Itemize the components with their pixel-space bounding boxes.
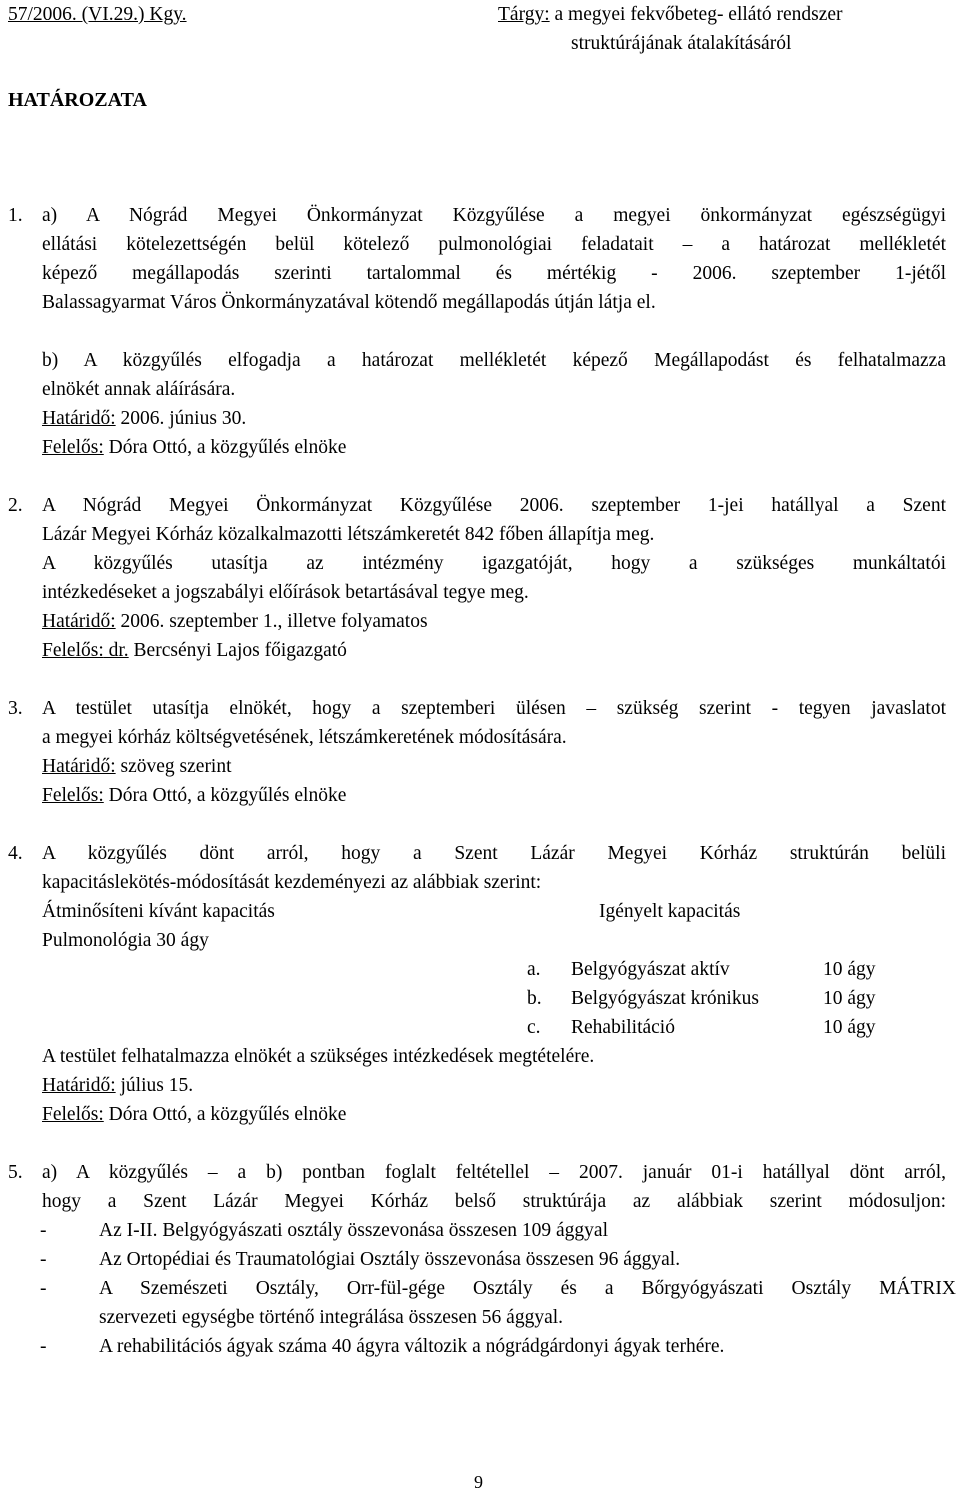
section-1b-line-1: b) A közgyűlés elfogadja a határozat mellékletét képező Megállapodást és felhatalmazza	[42, 350, 946, 371]
list-dash: -	[40, 1220, 47, 1241]
section-1-responsible: Felelős: Dóra Ottó, a közgyűlés elnöke	[42, 437, 347, 458]
section-4-line-2: kapacitáslekötés-módosítását kezdeményezi az alábbiak szerint:	[42, 872, 542, 893]
section-1b-line-2: elnökét annak aláírására.	[42, 379, 236, 400]
section-2-number: 2.	[8, 495, 23, 516]
section-4-authorize: A testület felhatalmazza elnökét a szükséges intézkedések megtételére.	[42, 1046, 595, 1067]
section-1-number: 1.	[8, 205, 23, 226]
page-number: 9	[474, 1472, 483, 1492]
section-2-line-2: Lázár Megyei Kórház közalkalmazotti létszámkeretét 842 főben állapítja meg.	[42, 524, 655, 545]
capacity-source: Pulmonológia 30 ágy	[42, 930, 209, 951]
section-4-deadline: Határidő: július 15.	[42, 1075, 194, 1096]
section-1-line-3: képező megállapodás szerinti tartalommal és mértékig - 2006. szeptember 1-jétől	[42, 263, 946, 284]
list-item-continuation: szervezeti egységbe történő integrálása összesen 56 ággyal.	[99, 1307, 564, 1328]
section-2-line-4: intézkedéseket a jogszabályi előírások betartásával tegye meg.	[42, 582, 529, 603]
section-5-line-1: a) A közgyűlés – a b) pontban foglalt feltétellel – 2007. január 01-i hatállyal dönt arról,	[42, 1162, 946, 1183]
section-4-number: 4.	[8, 843, 23, 864]
capacity-target-beds: 10 ágy	[823, 988, 876, 1009]
capacity-target-name: Belgyógyászat krónikus	[571, 988, 759, 1009]
capacity-target-beds: 10 ágy	[823, 1017, 876, 1038]
section-3-line-1: A testület utasítja elnökét, hogy a szeptemberi ülésen – szükség szerint - tegyen javaslatot	[42, 698, 946, 719]
document-title: HATÁROZATA	[8, 89, 147, 111]
subject-label: Tárgy:	[498, 4, 550, 25]
capacity-col1-header: Átminősíteni kívánt kapacitás	[42, 901, 275, 922]
section-4-responsible: Felelős: Dóra Ottó, a közgyűlés elnöke	[42, 1104, 347, 1125]
capacity-col2-header: Igényelt kapacitás	[599, 901, 741, 922]
section-2-responsible: Felelős: dr. Bercsényi Lajos főigazgató	[42, 640, 347, 661]
section-3-number: 3.	[8, 698, 23, 719]
section-2-deadline: Határidő: 2006. szeptember 1., illetve folyamatos	[42, 611, 428, 632]
list-item: A rehabilitációs ágyak száma 40 ágyra változik a nógrádgárdonyi ágyak terhére.	[99, 1336, 725, 1357]
section-1-line-2: ellátási kötelezettségén belül kötelező pulmonológiai feladatait – a határozat mellékletét	[42, 234, 946, 255]
capacity-target-name: Rehabilitáció	[571, 1017, 675, 1038]
section-5-line-2: hogy a Szent Lázár Megyei Kórház belső struktúrája az alábbiak szerint módosuljon:	[42, 1191, 946, 1212]
resolution-id: 57/2006. (VI.29.) Kgy.	[8, 4, 187, 25]
subject-line-2: struktúrájának átalakításáról	[571, 33, 792, 54]
list-item: Az Ortopédiai és Traumatológiai Osztály összevonása összesen 96 ággyal.	[99, 1249, 681, 1270]
capacity-target-letter: c.	[527, 1017, 541, 1038]
section-3-responsible: Felelős: Dóra Ottó, a közgyűlés elnöke	[42, 785, 347, 806]
section-4-line-1: A közgyűlés dönt arról, hogy a Szent Lázár Megyei Kórház struktúrán belüli	[42, 843, 946, 864]
section-3-line-2: a megyei kórház költségvetésének, létszámkeretének módosítására.	[42, 727, 567, 748]
section-2-line-3: A közgyűlés utasítja az intézmény igazgatóját, hogy a szükséges munkáltatói	[42, 553, 946, 574]
section-2-line-1: A Nógrád Megyei Önkormányzat Közgyűlése 2006. szeptember 1-jei hatállyal a Szent	[42, 495, 946, 516]
list-item: A Szemészeti Osztály, Orr-fül-gége Osztály és a Bőrgyógyászati Osztály MÁTRIX	[99, 1278, 956, 1299]
list-dash: -	[40, 1278, 47, 1299]
section-5-number: 5.	[8, 1162, 23, 1183]
list-dash: -	[40, 1249, 47, 1270]
capacity-target-letter: a.	[527, 959, 541, 980]
capacity-target-name: Belgyógyászat aktív	[571, 959, 730, 980]
list-dash: -	[40, 1336, 47, 1357]
section-1-deadline: Határidő: 2006. június 30.	[42, 408, 247, 429]
list-item: Az I-II. Belgyógyászati osztály összevonása összesen 109 ággyal	[99, 1220, 609, 1241]
capacity-target-beds: 10 ágy	[823, 959, 876, 980]
section-1-line-4: Balassagyarmat Város Önkormányzatával kötendő megállapodás útján látja el.	[42, 292, 656, 313]
section-3-deadline: Határidő: szöveg szerint	[42, 756, 232, 777]
capacity-target-letter: b.	[527, 988, 542, 1009]
subject-line-1: Tárgy: a megyei fekvőbeteg- ellátó rendszer	[498, 4, 843, 25]
section-1-line-1: a) A Nógrád Megyei Önkormányzat Közgyűlése a megyei önkormányzat egészségügyi	[42, 205, 946, 226]
